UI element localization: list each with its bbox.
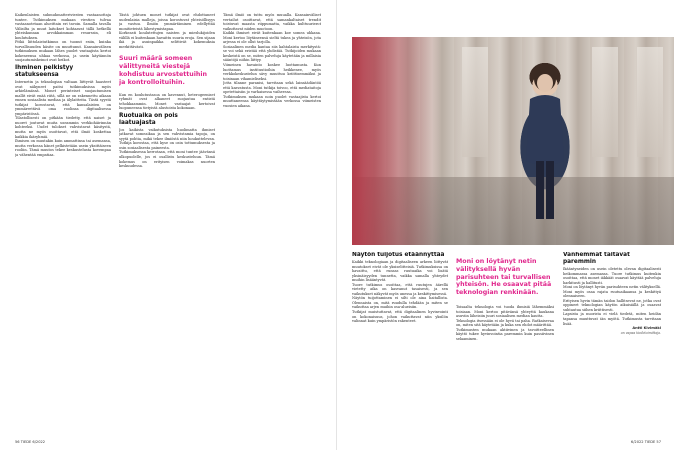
author-caption: on vapaa tiedetoimittaja. <box>620 330 661 335</box>
author-signature: Antti Kivimäki <box>632 326 661 331</box>
column-3 <box>223 13 321 437</box>
body-paragraph: Kun en koulutustasoa on kavennut, heterogeeniset ryhmät ovat alkaneet suojautua entistä tehokkaammin. Monet vastaajat kertoivat luopuneensa tietyistä alustoista kokonaan. <box>119 92 215 111</box>
left-folio: 56 TIEDE 6/2022 <box>15 440 46 444</box>
body-paragraph: Näytön tuijottaminen ei silti ole aina haitallista. Olennaista on, mitä ruudulla tehdään ja miten se vaikuttaa arjen muihin osa-alueisiin. <box>352 296 448 310</box>
person-silhouette <box>520 65 570 225</box>
pull-quote: Moni on löytänyt netin välityksellä hyvän parisuhteen tai turvallisen yhteisön. He osaavat pitää teknologian renkinään. <box>456 258 552 297</box>
column-4 <box>352 252 448 437</box>
subheading: Ruotuaika on pois laatuajasta <box>119 112 178 126</box>
body-paragraph: Tuore tutkimus osoittaa, että ruutujen äärellä vietetty aika on kasvanut tasaisesti, ja sen vaikutukset näkyvät myös unessa ja keskittymisessä. <box>352 282 448 296</box>
subheading: Ihminen pelkistyy statukseensa <box>15 65 74 79</box>
portrait-photo <box>352 37 674 245</box>
pull-quote: Suuri määrä someen välittyneitä viestejä kohdistuu arvostettuihin ja kontrolloituihin. <box>119 55 208 86</box>
page-gutter <box>336 0 337 450</box>
body-paragraph: Internetin ja teknologian valtaan liittyvät haasteet ovat näkyneet paitsi tutkimuksissa myös arkielämässä. Monet perinteiset suojautumisen mallit eivät enää riitä, sillä ne on rakennettu aikaan ennen sosiaalista mediaa ja älylaitteita. Tästä syystä tutkijat korostavat, että kansalaisten on ymmärrettävä oma roolinsa digitaalisessa ympäristössä. <box>15 80 111 116</box>
column-5 <box>456 252 554 437</box>
photo-window <box>462 47 488 157</box>
body-paragraph: Tutkimusten mukaan aktiivinen ja tavoitteellinen käyttö tukee hyvinvointia paremmin kuin passiivinen selaaminen. <box>456 327 554 341</box>
body-paragraph: Tutkijat muistuttavat, että digitaalinen hyvinvointi on kokonaisuus, johon vaikuttavat niin yksilön valinnat kuin ympäristön rakenteet. <box>352 310 448 324</box>
column-1 <box>15 13 111 437</box>
body-paragraph: Tilastollisesti on pitkään tiedetty, että naiset ja nuoret joutuvat muita useammin verkkohäirinnän kohteeksi. Uudet tulokset vahvistavat käsitystä, mutta ne myös osoittavat, että ilmiö koskettaa kaikkia ikäryhmiä. <box>15 116 111 139</box>
body-paragraph: Tästä johtuen monet tutkijat ovat ehdottaneet uudenlaisia malleja, joissa korostuvat yhteisöllisyys ja vastuu. Ilmiön ymmärtäminen edellyttää monitieteistä lähestymistapaa. <box>119 13 215 31</box>
column-2 <box>119 13 215 437</box>
body-paragraph: Toisaalta teknologia voi tuoda ihmisiä lähemmäksi toisiaan. Moni kertoo pitävänsä yhteyttä kaukana asuviin läheisiin juuri sosiaalisen median kautta. <box>456 304 554 319</box>
subheading: Vanhemmat taitavat paremmin <box>563 252 630 265</box>
body-paragraph: Erityisen hyvin tämän taidon hallitsevat ne, jotka ovat oppineet teknologian käytön aikuisiällä ja osaavat suhtautua siihen kriittisesti. <box>563 298 661 312</box>
right-folio: 6/2022 TIEDE 57 <box>630 440 661 444</box>
body-paragraph: Ikääntyneiden on usein oletettu olevan digitaalisesti heikommassa asemassa. Tuore tutkimus kuitenkin osoittaa, että monet iäkkäät osaavat käyttää palveluja harkitusti ja hallitusti. <box>563 267 661 285</box>
photo-window <box>637 47 663 157</box>
body-paragraph: Tämä ilmiö on tuttu myös muualla. Kansainväliset vertailut osoittavat, että samankaltaiset trendit toistuvat maasta riippumatta, vaikka kulttuurierot vaikuttavat niiden muotoon. <box>223 13 321 31</box>
body-paragraph: Lapsista ja nuorista ei vielä tiedetä, miten heidän tapansa muuttuvat iän myötä. Tutkimusta tarvitaan lisää. <box>563 312 661 326</box>
body-paragraph: Moni on löytänyt hyvän parisuhteen netin välityksellä. Moni myös osaa rajata ruutuaikaansa ja keskittyä olennaiseen. <box>563 285 661 299</box>
body-paragraph: Viimeinen havainto koskee luottamusta. Kun luottamus instituutioihin heikkenee, myös verkkokeskustelun sävy muuttuu kriittisemmäksi ja toisinaan vihamieliseksi. <box>223 63 321 81</box>
body-paragraph: Jos kaikista vaikutuksista huolimatta ihmiset jatkavat someaikaa ja sen vahvistamia tapoja, on syytä pohtia, mikä tekee ilmiöstä niin houkuttelevan. Tutkija korostaa, että kyse on osin tottumuksesta ja osin sosiaalisesta paineesta. <box>119 127 215 150</box>
photo-red-blur <box>352 37 442 245</box>
body-paragraph: Ihmisen on muutakin kuin ammattinsa tai asemansa, mutta verkossa hänet pelkistetään usein yksittäiseen rooliin. Tämä muutos tekee keskustelusta kovempaa ja vähentää empatiaa. <box>15 139 111 157</box>
body-paragraph: Tutkimuksen mukaan noin puolet vastaajista kertoi muuttaneensa käyttäytymistään verkossa viimeisten vuosien aikana. <box>223 94 321 108</box>
body-paragraph: Korkeasti koulutettujen naisten ja mieslukijoiden välillä ei kuitenkaan havaittu suuria eroja. Sen sijaan ikä ja asuinpaikka selittivät kokemuksia merkittävästi. <box>119 31 215 49</box>
subheading: Näytön tuijotus etäännyttää <box>352 252 445 258</box>
body-paragraph: Sosiaalinen media kantaa siis kahtalaista merkitystä: se voi sekä eristää että yhdistää. Tutkijoiden mukaan keskeistä on se, miten palveluja käytetään ja millaisia sääntöjä niihin liittyy. <box>223 44 321 63</box>
body-paragraph: Jotta tilanne paranisi, tarvitaan sekä lainsäädäntöä että kasvatusta. Moni tutkija toivoo, että mediataitoja opetettaisiin jo varhaisessa vaiheessa. <box>223 81 321 95</box>
body-paragraph: Kaikki teknologiaan ja digitaaliseen arkeen liittyvät muutokset eivät ole yksiselitteisiä. Tutkimuksissa on havaittu, että runsas ruutuaika voi lisätä yksinäisyyden tunnetta, vaikka samalla yhteydet muihin lisääntyvät. <box>352 260 448 283</box>
body-paragraph: Teknologia itsessään ei ole hyvä tai paha. Ratkaisevaa on, miten sitä käytetään ja kuka sen ehdot määrittää. <box>456 318 554 328</box>
column-6 <box>563 252 661 437</box>
body-paragraph: Tutkimuksessa kerrotaan, että moni tuntee jäävänsä ulkopuolelle, jos ei osallistu keskusteluun. Tämä kokemus on erityisen voimakas nuorten keskuudessa. <box>119 150 215 169</box>
body-paragraph: Pitkä liittolaistutkimus on tuonut esiin, kuinka turvallisuuden käsite on muuttunut. Kansainvälisen tutkimuksen mukaan lähes puolet vastaajista kertoi kokeneensa uhkaa verkossa, ja usein käytännön suojautumiskeinot ovat heikot. <box>15 40 111 63</box>
body-paragraph: Kaikki ihmiset eivät kuitenkaan koe somea uhkana. Moni kertoo löytäneensä sieltä tukea ja yhteisön, jota arjessa ei ole ollut tarjolla. <box>223 31 321 45</box>
body-paragraph: Kaikenlaisten suhmuhmatteriviesten vastaanottaja tuntee. Tutkimuksen mukaan viestien tulvaa vastaanotetaan alueittain eri tavoin. Samalla tavalla Välisilta ja muut laitokset kohtaavat tällä hetkellä yhteiskunnan arvokkaimman resurssin, eli koulutuksen. <box>15 13 111 40</box>
photo-window <box>592 47 618 157</box>
